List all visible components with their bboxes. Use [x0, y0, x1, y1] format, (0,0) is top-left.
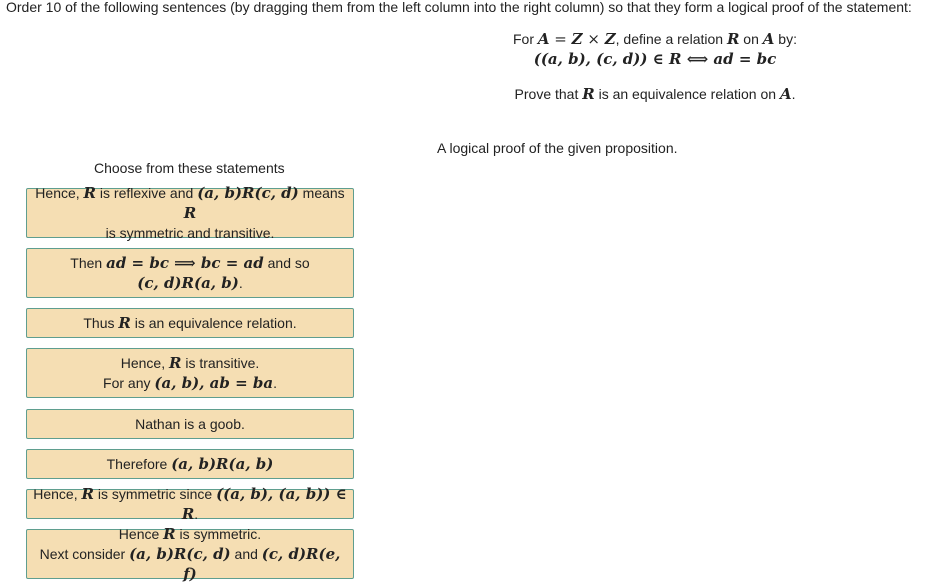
statement-line-1: For A = Z × Z, define a relation R on A by:: [513, 30, 797, 48]
left-column-label: Choose from these statements: [94, 160, 285, 176]
right-column-label: A logical proof of the given proposition.: [437, 140, 678, 156]
statement-card[interactable]: Hence, R is symmetric since ((a, b), (a, b)) ∈ R.: [26, 489, 354, 519]
statement-card[interactable]: Hence, R is reflexive and (a, b)R(c, d) means R is symmetric and transitive.: [26, 188, 354, 238]
statement-card[interactable]: Hence R is symmetric. Next consider (a, b)R(c, d) and (c, d)R(e, f): [26, 529, 354, 579]
instructions: Order 10 of the following sentences (by dragging them from the left column into the right column) so that they form a logical proof of the statement:: [6, 0, 912, 15]
statement-card[interactable]: Hence, R is transitive. For any (a, b), ab = ba.: [26, 348, 354, 398]
prove-statement: Prove that R is an equivalence relation on A.: [514, 85, 796, 103]
statement-card[interactable]: Then ad = bc ⟹ bc = ad and so (c, d)R(a, b).: [26, 248, 354, 298]
statement-card[interactable]: Thus R is an equivalence relation.: [26, 308, 354, 338]
statement-card[interactable]: Therefore (a, b)R(a, b): [26, 449, 354, 479]
statement-line-2: ((a, b), (c, d)) ∈ R ⟺ ad = bc: [533, 50, 777, 68]
statement-card[interactable]: Nathan is a goob.: [26, 409, 354, 439]
